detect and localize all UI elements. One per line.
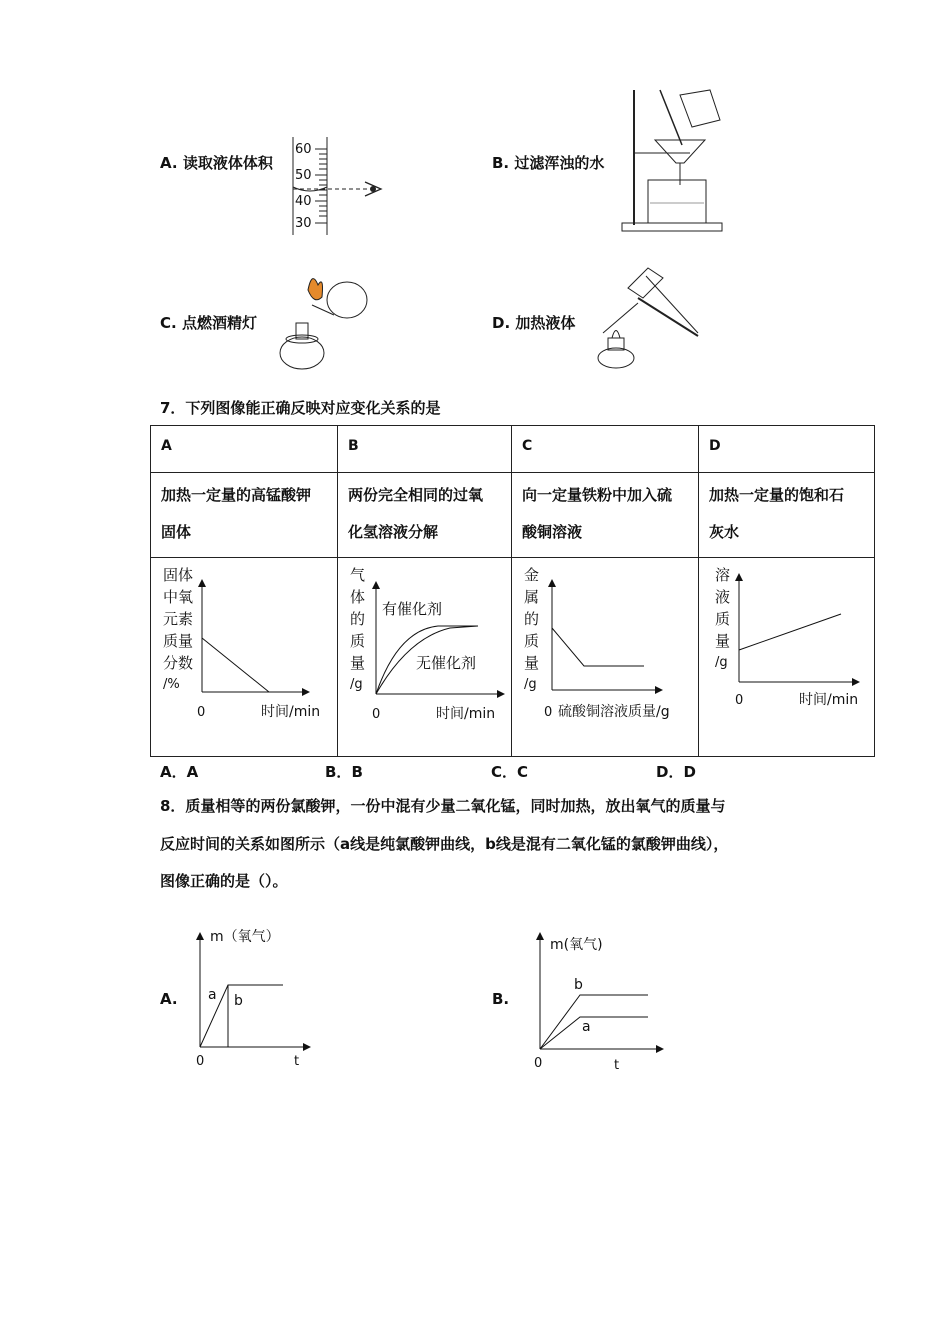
q6-option-d[interactable]: D. 加热液体 bbox=[492, 314, 576, 332]
tick-50: 50 bbox=[295, 168, 312, 183]
col-b-header: B bbox=[348, 438, 359, 454]
graduated-cylinder-figure bbox=[285, 135, 395, 240]
col-d-header: D bbox=[709, 438, 721, 454]
graph-a-origin: 0 bbox=[197, 705, 206, 720]
filtration-figure bbox=[620, 85, 730, 235]
graph-a-ylabel-3: 元素 bbox=[163, 610, 194, 628]
q8-graph-b-line-a bbox=[540, 1017, 648, 1049]
graph-d-ylabel-1: 溶 bbox=[715, 566, 731, 584]
q8-graph-a-label-b: b bbox=[234, 993, 243, 1009]
beaker-icon bbox=[680, 90, 720, 127]
graph-b-origin: 0 bbox=[372, 707, 381, 722]
graph-c-ylabel-4: 质 bbox=[524, 632, 540, 650]
graph-a-ylabel-1: 固体 bbox=[163, 566, 194, 584]
graph-d-origin: 0 bbox=[735, 693, 744, 708]
graph-a bbox=[151, 558, 337, 752]
heating-liquid-figure bbox=[588, 258, 708, 378]
q7-title: 7．下列图像能正确反映对应变化关系的是 bbox=[160, 399, 441, 417]
col-b-description: 两份完全相同的过氧 化氢溶液分解 bbox=[348, 486, 484, 541]
q8-graph-b-ylabel: m(氧气) bbox=[550, 937, 603, 953]
col-a-header: A bbox=[161, 438, 172, 454]
graph-a-line bbox=[202, 638, 269, 692]
graph-b-label-catalyst: 有催化剂 bbox=[382, 600, 443, 618]
tick-30: 30 bbox=[295, 216, 312, 231]
graph-c-ylabel-2: 属 bbox=[524, 588, 540, 606]
q8-graph-a-origin: 0 bbox=[196, 1054, 205, 1069]
q8-graph-a-ylabel: m（氧气） bbox=[210, 929, 280, 945]
graph-c-ylabel-5: 量 bbox=[524, 654, 540, 672]
q8-line-1: 8．质量相等的两份氯酸钾，一份中混有少量二氧化锰，同时加热，放出氧气的质量与 bbox=[160, 797, 726, 815]
q6-option-b[interactable]: B. 过滤浑浊的水 bbox=[492, 154, 605, 172]
graph-d-xlabel: 时间/min bbox=[799, 692, 859, 708]
graph-c-xlabel: 硫酸铜溶液质量/g bbox=[558, 704, 670, 720]
q8-option-a[interactable]: A. bbox=[160, 990, 178, 1008]
graph-b-ylabel-5: 量 bbox=[350, 654, 366, 672]
graph-b-ylabel-2: 体 bbox=[350, 588, 366, 606]
graph-a-ylabel-5: 分数 bbox=[163, 654, 194, 672]
graph-c bbox=[512, 558, 698, 752]
graph-b-ylabel-1: 气 bbox=[350, 566, 366, 584]
col-c-description: 向一定量铁粉中加入硫 酸铜溶液 bbox=[522, 486, 673, 541]
flame-icon bbox=[612, 331, 620, 339]
q7-choice-c[interactable]: C．C bbox=[491, 763, 529, 781]
q8-graph-a-xlabel: t bbox=[294, 1054, 300, 1069]
graph-b-ylabel-3: 的 bbox=[350, 610, 366, 628]
q8-line-3: 图像正确的是（）。 bbox=[160, 872, 288, 890]
flame-icon bbox=[308, 279, 323, 300]
q8-graph-b-label-a: a bbox=[582, 1019, 591, 1035]
col-c-header: C bbox=[522, 438, 533, 454]
q6-option-a[interactable]: A. 读取液体体积 bbox=[160, 154, 273, 172]
graph-d-ylabel-4: 量 bbox=[715, 632, 731, 650]
q8-graph-a-label-a: a bbox=[208, 987, 217, 1003]
graph-c-ylabel-1: 金 bbox=[524, 566, 540, 584]
graph-b-label-no-catalyst: 无催化剂 bbox=[416, 654, 477, 672]
graph-b-xlabel: 时间/min bbox=[436, 706, 496, 722]
graph-c-origin: 0 bbox=[544, 705, 553, 720]
q7-choice-d[interactable]: D．D bbox=[656, 763, 696, 781]
graph-d-ylabel-2: 液 bbox=[715, 588, 731, 606]
tick-60: 60 bbox=[295, 142, 312, 157]
graph-a-ylabel-2: 中氧 bbox=[163, 588, 194, 606]
q8-line-2: 反应时间的关系如图所示（a线是纯氯酸钾曲线，b线是混有二氧化锰的氯酸钾曲线）， bbox=[160, 835, 729, 853]
graph-a-ylabel-4: 质量 bbox=[163, 632, 194, 650]
q8-graph-b-label-b: b bbox=[574, 977, 583, 993]
q7-table bbox=[150, 425, 875, 757]
q6-option-c[interactable]: C. 点燃酒精灯 bbox=[160, 314, 257, 332]
graph-c-ylabel-unit: /g bbox=[524, 677, 537, 692]
graph-d bbox=[699, 558, 874, 752]
q7-choice-a[interactable]: A．A bbox=[160, 763, 199, 781]
graph-c-line bbox=[552, 628, 644, 666]
graph-a-xlabel: 时间/min bbox=[261, 704, 321, 720]
graph-b-ylabel-unit: /g bbox=[350, 677, 363, 692]
graph-d-ylabel-unit: /g bbox=[715, 655, 728, 670]
tick-40: 40 bbox=[295, 194, 312, 209]
graph-d-ylabel-3: 质 bbox=[715, 610, 731, 628]
q8-graph-b-origin: 0 bbox=[534, 1056, 543, 1071]
graph-d-line bbox=[739, 614, 841, 650]
q8-graph-a bbox=[188, 925, 318, 1073]
graph-b-ylabel-4: 质 bbox=[350, 632, 366, 650]
q8-graph-b-line-b bbox=[540, 995, 648, 1049]
q8-option-b[interactable]: B. bbox=[492, 990, 510, 1008]
graph-b bbox=[338, 558, 511, 752]
graph-a-ylabel-unit: /% bbox=[163, 677, 180, 692]
col-d-description: 加热一定量的饱和石 灰水 bbox=[709, 486, 845, 541]
graph-c-ylabel-3: 的 bbox=[524, 610, 540, 628]
q8-graph-b-xlabel: t bbox=[614, 1058, 620, 1073]
alcohol-lamp-lighting-figure bbox=[272, 265, 372, 375]
col-a-description: 加热一定量的高锰酸钾 固体 bbox=[161, 486, 312, 541]
q7-choice-b[interactable]: B．B bbox=[325, 763, 363, 781]
q8-graph-b bbox=[528, 925, 668, 1073]
